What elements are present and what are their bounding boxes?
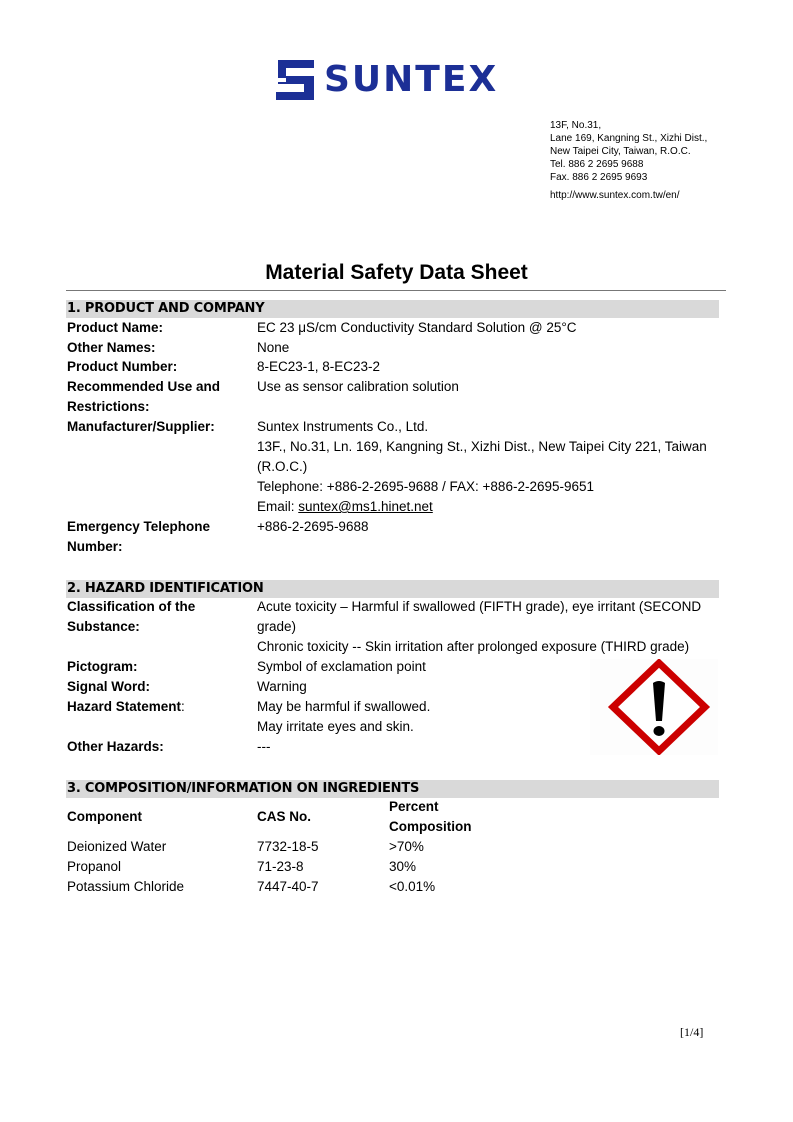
ingredient-percent: 30% <box>389 859 417 874</box>
column-header-component: Component <box>67 809 142 824</box>
emergency-label: Emergency Telephone <box>67 519 211 534</box>
company-address <box>550 119 707 202</box>
hazard-statement-value-cont: May irritate eyes and skin. <box>257 719 414 734</box>
other-hazards-label: Other Hazards: <box>67 739 164 754</box>
ingredient-component: Deionized Water <box>67 839 167 854</box>
supplier-phone: Telephone: +886-2-2695-9688 / FAX: +886-2-2695-9651 <box>257 479 595 494</box>
address-tel: Tel. 886 2 2695 9688 <box>550 159 644 170</box>
supplier-label: Manufacturer/Supplier: <box>67 419 215 434</box>
address-line: New Taipei City, Taiwan, R.O.C. <box>550 146 691 157</box>
address-line: Lane 169, Kangning St., Xizhi Dist., <box>550 133 708 144</box>
ingredient-cas: 7732-18-5 <box>257 839 319 854</box>
classification-value-cont: grade) <box>257 619 297 634</box>
suntex-logo <box>274 58 514 102</box>
logo-text: SUNTEX <box>324 59 499 100</box>
pictogram-label: Pictogram: <box>67 659 138 674</box>
exclamation-pictogram-icon <box>590 659 718 755</box>
classification-label-cont: Substance: <box>67 619 140 634</box>
page-number: [1/4] <box>680 1025 704 1039</box>
supplier-email <box>257 497 433 517</box>
document-title: Material Safety Data Sheet <box>265 261 528 284</box>
hazard-statement-label <box>67 697 185 717</box>
supplier-name: Suntex Instruments Co., Ltd. <box>257 419 429 434</box>
hazard-statement-value: May be harmful if swallowed. <box>257 699 431 714</box>
column-header-percent: Percent <box>389 799 439 814</box>
signal-word-value: Warning <box>257 679 307 694</box>
recommended-use-label: Recommended Use and <box>67 379 221 394</box>
title-divider <box>66 290 726 291</box>
ingredient-component: Propanol <box>67 859 122 874</box>
classification-label: Classification of the <box>67 599 196 614</box>
recommended-use-label-cont: Restrictions: <box>67 399 150 414</box>
supplier-address-cont: (R.O.C.) <box>257 459 308 474</box>
address-fax: Fax. 886 2 2695 9693 <box>550 172 648 183</box>
column-header-percent-cont: Composition <box>389 819 472 834</box>
product-number-value: 8-EC23-1, 8-EC23-2 <box>257 359 381 374</box>
hazard-statement-colon: : <box>181 699 185 714</box>
section-2-heading: 2. HAZARD IDENTIFICATION <box>66 580 719 598</box>
emergency-value: +886-2-2695-9688 <box>257 519 369 534</box>
hazard-statement-label-text: Hazard Statement <box>67 699 182 714</box>
website-link[interactable]: http://www.suntex.com.tw/en/ <box>550 190 680 201</box>
emergency-label-cont: Number: <box>67 539 123 554</box>
ingredient-percent: >70% <box>389 839 424 854</box>
recommended-use-value: Use as sensor calibration solution <box>257 379 459 394</box>
other-names-value: None <box>257 340 290 355</box>
address-line: 13F, No.31, <box>550 120 602 131</box>
pictogram-value: Symbol of exclamation point <box>257 659 426 674</box>
section-3-heading: 3. COMPOSITION/INFORMATION ON INGREDIENTS <box>66 780 719 798</box>
ingredient-cas: 71-23-8 <box>257 859 304 874</box>
ingredient-percent: <0.01% <box>389 879 436 894</box>
other-names-label: Other Names: <box>67 340 156 355</box>
product-name-label: Product Name: <box>67 320 164 335</box>
ingredient-component: Potassium Chloride <box>67 879 185 894</box>
product-name-value: EC 23 μS/cm Conductivity Standard Solution @ 25°C <box>257 320 577 335</box>
section-1-heading: 1. PRODUCT AND COMPANY <box>66 300 719 318</box>
column-header-cas: CAS No. <box>257 809 311 824</box>
email-prefix: Email: <box>257 499 299 514</box>
classification-value: Acute toxicity – Harmful if swallowed (FIFTH grade), eye irritant (SECOND <box>257 599 702 614</box>
signal-word-label: Signal Word: <box>67 679 150 694</box>
email-link[interactable]: suntex@ms1.hinet.net <box>298 499 433 514</box>
other-hazards-value: --- <box>257 739 271 754</box>
hazard-diamond-icon <box>590 659 718 755</box>
ingredient-cas: 7447-40-7 <box>257 879 319 894</box>
supplier-address: 13F., No.31, Ln. 169, Kangning St., Xizhi Dist., New Taipei City 221, Taiwan <box>257 439 707 454</box>
product-number-label: Product Number: <box>67 359 178 374</box>
suntex-logo-icon <box>274 58 318 102</box>
chronic-toxicity-value: Chronic toxicity -- Skin irritation after prolonged exposure (THIRD grade) <box>257 639 690 654</box>
